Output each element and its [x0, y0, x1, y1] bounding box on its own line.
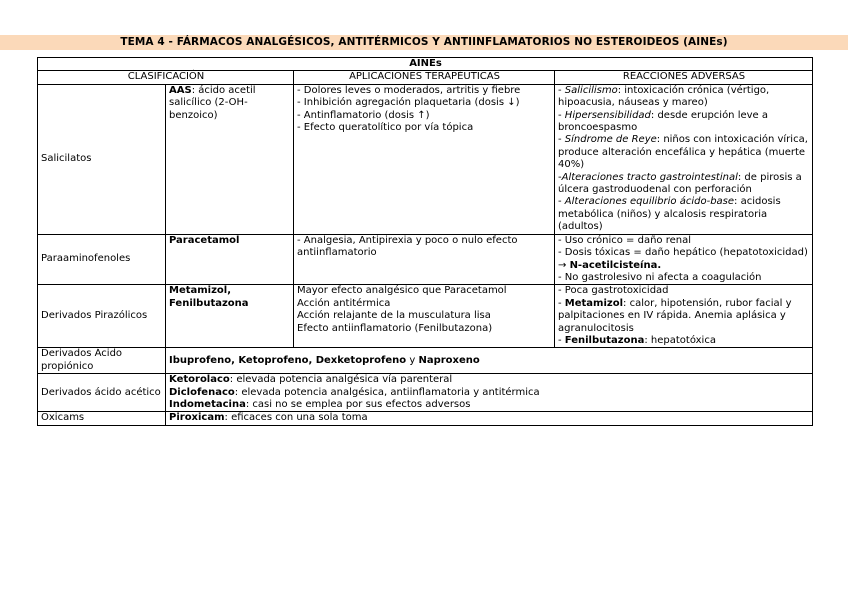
header-clasificacion: CLASIFICACIÓN	[38, 71, 294, 84]
drug-metamizol-fenilbutazona: Metamizol, Fenilbutazona	[166, 285, 294, 348]
group-propionico: Derivados Ácido propiónico	[38, 348, 166, 374]
table-row-pirazolicos	[38, 285, 813, 348]
reacciones-pirazolicos: - Poca gastrotoxicidad - Metamizol: calor, hipotensión, rubor facial y palpitaciones en IV rápida. Anemia aplásica y agranulocitosis - Fenilbutazona: hepatotóxica	[555, 285, 813, 348]
group-paraaminofenoles: Paraaminofenoles	[38, 234, 166, 285]
table-title: AINEs	[38, 58, 813, 71]
drug-paracetamol: Paracetamol	[166, 234, 294, 285]
header-aplicaciones: APLICACIONES TERAPÉUTICAS	[294, 71, 555, 84]
group-acetico: Derivados ácido acético	[38, 374, 166, 412]
reacciones-salicilatos: - Salicilismo: intoxicación crónica (vértigo, hipoacusia, náuseas y mareo) - Hipersensibilidad: desde erupción leve a broncoespasmo - Síndrome de Reye: niños con intoxicación vírica, produce alteración encefálica y hepática (muerte 40%) -Alteraciones tracto gastrointestinal: de pirosis a úlcera gastroduodenal con perforación - Alteraciones equilibrio ácido-base: acidosis metabólica (niños) y alcalosis respiratoria (adultos)	[555, 84, 813, 234]
page-title-banner: TEMA 4 - FÁRMACOS ANALGÉSICOS, ANTITÉRMICOS Y ANTIINFLAMATORIOS NO ESTEROIDEOS (AINEs)	[0, 35, 848, 50]
group-salicilatos: Salicilatos	[38, 84, 166, 234]
drug-aas: AAS: ácido acetil salicílico (2-OH-benzoico)	[166, 84, 294, 234]
table-row-propionico	[38, 348, 813, 374]
aplicaciones-paraaminofenoles: - Analgesia, Antipirexia y poco o nulo efecto antiinflamatorio	[294, 234, 555, 285]
aplicaciones-pirazolicos: Mayor efecto analgésico que Paracetamol Acción antitérmica Acción relajante de la musculatura lisa Efecto antiinflamatorio (Fenilbutazona)	[294, 285, 555, 348]
group-oxicams: Oxicams	[38, 412, 166, 425]
table-row-acetico	[38, 374, 813, 412]
table-row-paraaminofenoles	[38, 234, 813, 285]
group-pirazolicos: Derivados Pirazólicos	[38, 285, 166, 348]
reacciones-paraaminofenoles: - Uso crónico = daño renal - Dosis tóxicas = daño hepático (hepatotoxicidad) → N-acetilcisteína. - No gastrolesivo ni afecta a coagulación	[555, 234, 813, 285]
drugs-propionico: Ibuprofeno, Ketoprofeno, Dexketoprofeno y Naproxeno	[166, 348, 813, 374]
aplicaciones-salicilatos: - Dolores leves o moderados, artritis y fiebre - Inhibición agregación plaquetaria (dosis ↓) - Antinflamatorio (dosis ↑) - Efecto queratolítico por vía tópica	[294, 84, 555, 234]
aines-table	[37, 57, 813, 426]
table-row-oxicams	[38, 412, 813, 425]
header-reacciones: REACCIONES ADVERSAS	[555, 71, 813, 84]
table-row-salicilatos	[38, 84, 813, 234]
drugs-acetico: Ketorolaco: elevada potencia analgésica vía parenteral Diclofenaco: elevada potencia analgésica, antiinflamatoria y antitérmica Indometacina: casi no se emplea por sus efectos adversos	[166, 374, 813, 412]
drugs-oxicams: Piroxicam: eficaces con una sola toma	[166, 412, 813, 425]
